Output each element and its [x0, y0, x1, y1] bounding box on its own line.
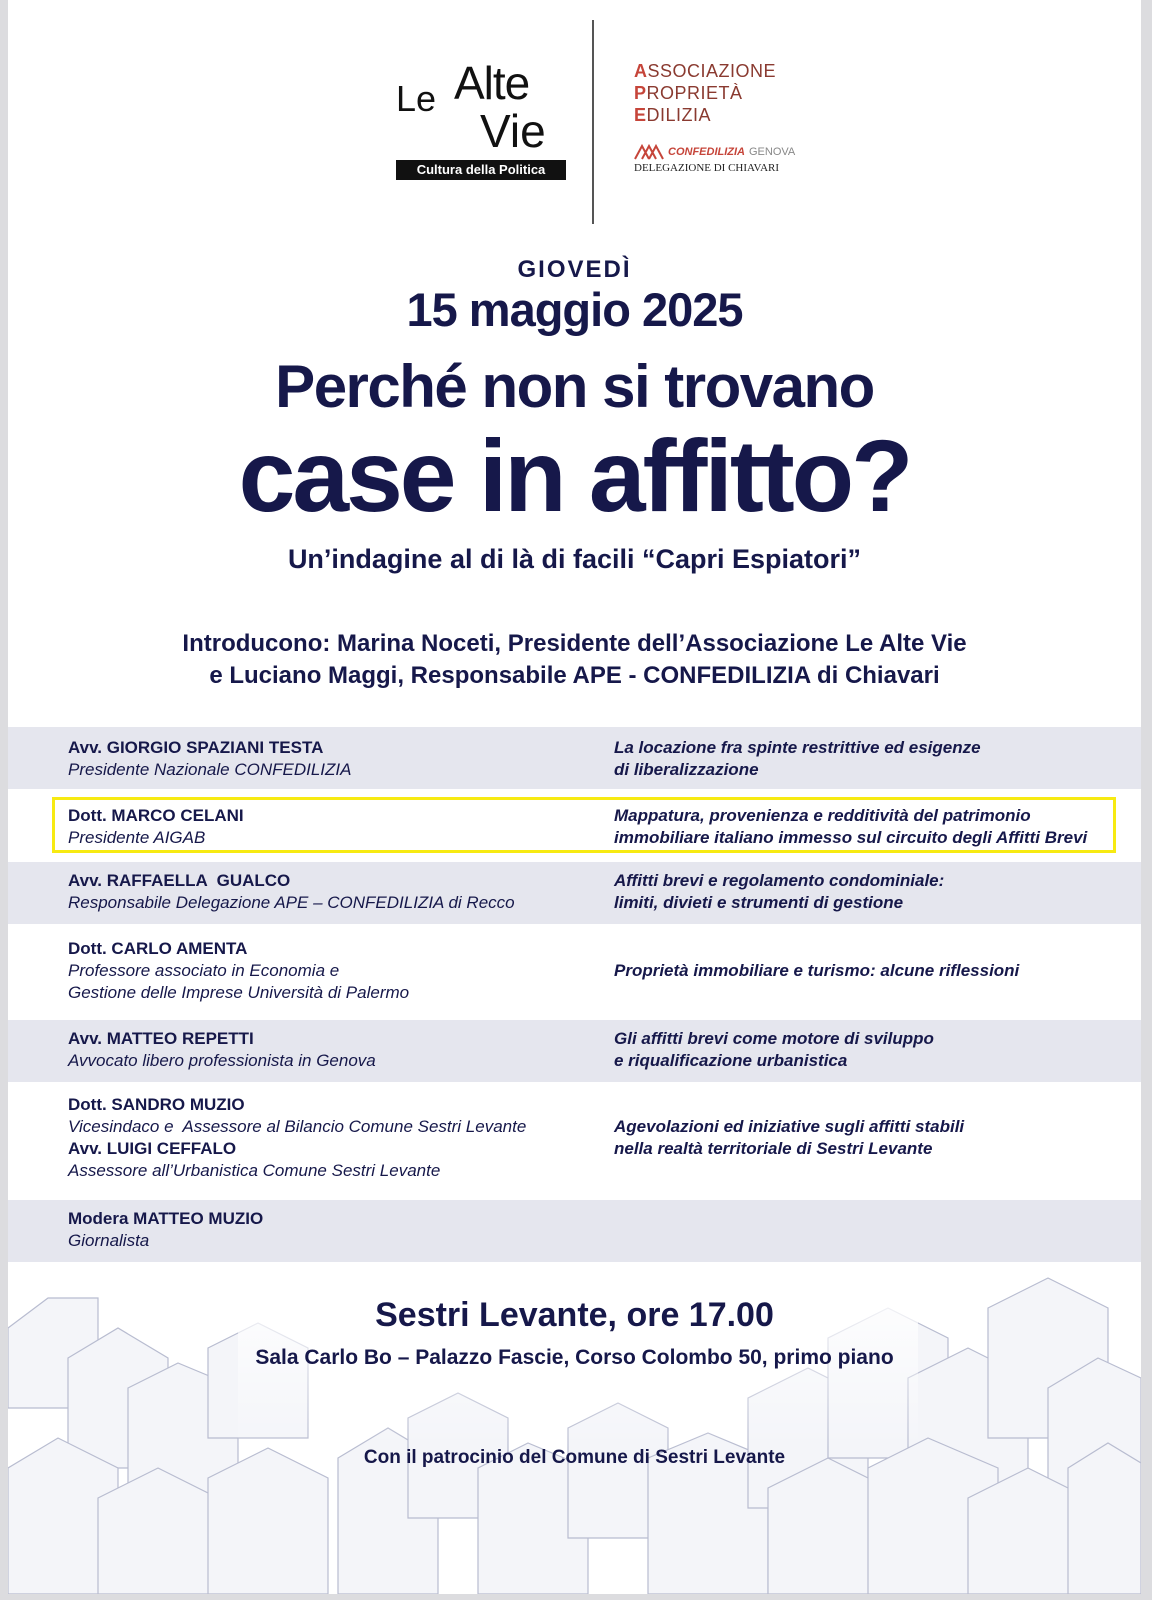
event-location: Sestri Levante, ore 17.00	[375, 1296, 774, 1334]
speaker	[68, 938, 409, 1004]
le-alte-vie-logo	[396, 56, 566, 182]
highlight-box	[52, 797, 1116, 853]
speaker-role: Vicesindaco e Assessore al Bilancio Comune Sestri Levante	[68, 1117, 527, 1136]
event-address: Sala Carlo Bo – Palazzo Fascie, Corso Colombo 50, primo piano	[255, 1346, 894, 1369]
speaker-name: Avv. GIORGIO SPAZIANI TESTA	[68, 738, 324, 757]
program-row	[8, 862, 1141, 924]
program-row	[8, 924, 1141, 1020]
speaker	[68, 1028, 376, 1072]
speaker-name: Avv. MATTEO REPETTI	[68, 1029, 254, 1048]
speaker-name: Dott. CARLO AMENTA	[68, 939, 248, 958]
talk-topic: Agevolazioni ed iniziative sugli affitti stabili nella realtà territoriale di Sestri Levante	[614, 1117, 965, 1158]
moderator	[68, 1208, 263, 1252]
ape-line-2: PROPRIETÀ	[634, 83, 743, 103]
speaker-role: Avvocato libero professionista in Genova	[68, 1051, 376, 1070]
confedilizia-city: GENOVA	[749, 146, 796, 158]
moderator-role: Giornalista	[68, 1231, 150, 1250]
talk-topic: La locazione fra spinte restrittive ed esigenze di liberalizzazione	[614, 738, 981, 779]
logo-divider	[592, 20, 594, 224]
delegation-label: DELEGAZIONE DI CHIAVARI	[634, 162, 780, 174]
event-date: 15 maggio 2025	[406, 283, 743, 336]
logo-word-le: Le	[396, 78, 437, 119]
logo-tagline: Cultura della Politica	[396, 160, 566, 180]
intro-line-1: Introducono: Marina Noceti, Presidente dell’Associazione Le Alte Vie	[182, 630, 967, 657]
speaker-name: Dott. SANDRO MUZIO	[68, 1095, 245, 1114]
speaker-name: Dott. MARCO CELANI	[68, 806, 244, 825]
speaker-role: Professore associato in Economia e	[68, 961, 340, 980]
program-row	[8, 1020, 1141, 1082]
event-title-line-1: Perché non si trovano	[275, 353, 874, 420]
event-intro	[8, 628, 1141, 692]
program-row	[8, 1200, 1141, 1262]
speaker-name: Avv. RAFFAELLA GUALCO	[68, 871, 291, 890]
confedilizia-mark	[634, 144, 854, 160]
program-row	[8, 1082, 1141, 1200]
talk-topic: Proprietà immobiliare e turismo: alcune riflessioni	[614, 961, 1020, 980]
event-subtitle: Un’indagine al di là di facili “Capri Espiatori”	[287, 544, 862, 574]
intro-line-2: e Luciano Maggi, Responsabile APE - CONFEDILIZIA di Chiavari	[209, 662, 940, 689]
patronage-note: Con il patrocinio del Comune di Sestri Levante	[363, 1447, 786, 1468]
speaker-role-cont: Gestione delle Imprese Università di Palermo	[68, 983, 410, 1002]
speaker-role: Responsabile Delegazione APE – CONFEDILIZIA di Recco	[68, 893, 515, 912]
speaker	[68, 1094, 526, 1182]
talk-topic: Mappatura, provenienza e redditività del patrimonio immobiliare italiano immesso sul circuito degli Affitti Brevi	[614, 806, 1088, 847]
speaker	[68, 737, 351, 781]
speaker-role: Presidente AIGAB	[68, 828, 206, 847]
ape-line-1: ASSOCIAZIONE	[634, 61, 777, 81]
ape-logo	[634, 60, 854, 174]
speaker-role-2: Assessore all’Urbanistica Comune Sestri Levante	[68, 1161, 441, 1180]
speaker-name-2: Avv. LUIGI CEFFALO	[68, 1139, 237, 1158]
logo-word-vie: Vie	[480, 105, 546, 157]
ape-line-3: EDILIZIA	[634, 105, 712, 125]
confedilizia-icon	[634, 144, 664, 160]
talk-topic: Gli affitti brevi come motore di sviluppo e riqualificazione urbanistica	[614, 1029, 934, 1070]
logo-word-alte: Alte	[454, 57, 530, 109]
program-row	[8, 727, 1141, 789]
talk-topic: Affitti brevi e regolamento condominiale: limiti, divieti e strumenti di gestione	[614, 871, 945, 912]
confedilizia-brand: CONFEDILIZIA	[668, 146, 745, 158]
event-weekday: GIOVEDÌ	[517, 256, 632, 283]
speaker	[68, 870, 515, 914]
event-title-line-2: case in affitto?	[238, 419, 911, 533]
speaker-role: Presidente Nazionale CONFEDILIZIA	[68, 760, 352, 779]
poster	[8, 0, 1141, 1594]
moderator-name: Modera MATTEO MUZIO	[68, 1209, 264, 1228]
